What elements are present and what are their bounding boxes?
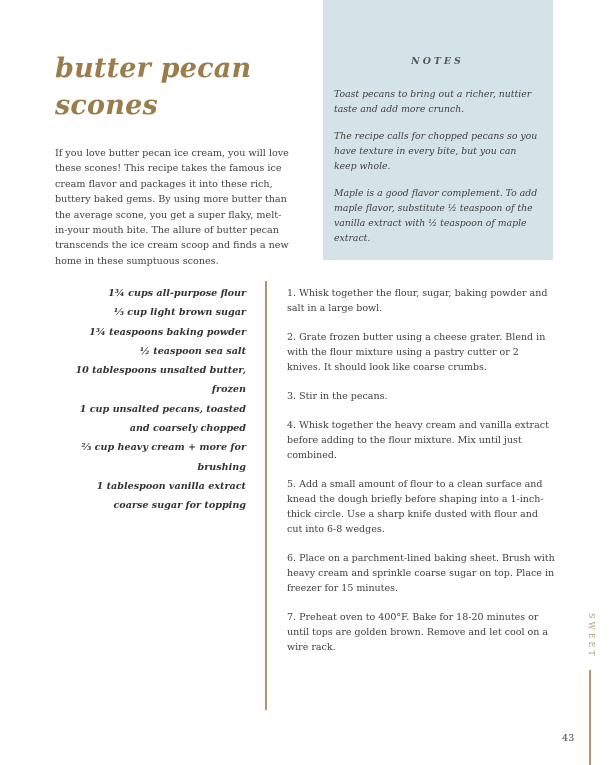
ingredient-item: 1¾ teaspoons baking powder [89,326,246,338]
step-item: 1. Whisk together the flour, sugar, baking powder and salt in a large bowl. [287,288,548,314]
ingredient-item: ½ teaspoon sea salt [139,345,246,357]
ingredient-item: 1 tablespoon vanilla extract [96,480,246,492]
title-line-1: butter pecan [55,53,252,84]
ingredient-item: 1 cup unsalted pecans, toasted and coarsely chopped [79,403,246,435]
ingredient-item: ⅔ cup heavy cream + more for brushing [81,442,246,473]
step-item: 5. Add a small amount of flour to a clean surface and knead the dough briefly before shaping into a 1-inch-thick circle. Use a sharp knife dusted with flour and cut into 6-8 wedges. [287,479,544,535]
step-item: 3. Stir in the pecans. [287,391,388,402]
notes-heading: NOTES [411,56,464,67]
notes-box [323,0,553,260]
step-item: 6. Place on a parchment-lined baking sheet. Brush with heavy cream and sprinkle coarse sugar on top. Place in freezer for 15 minutes. [287,553,555,594]
ingredient-item: ⅓ cup light brown sugar [114,307,246,319]
note-item: Maple is a good flavor complement. To add maple flavor, substitute ½ teaspoon of the vanilla extract with ½ teaspoon of maple extract. [334,188,538,244]
ingredient-item: coarse sugar for topping [113,500,246,512]
ingredients-list [60,284,246,516]
step-item: 2. Grate frozen butter using a cheese grater. Blend in with the flour mixture using a pastry cutter or 2 knives. It should look like coarse crumbs. [287,332,546,373]
column-divider [265,281,267,710]
intro-paragraph: If you love butter pecan ice cream, you will love these scones! This recipe takes the famous ice cream flavor and packages it into these rich, buttery baked gems. By using more butter than the average scone, you get a super flaky, melt-in-your mouth bite. The allure of butter pecan transcends the ice cream scoop and finds a new home in these sumptuous scones. [55,148,289,267]
ingredient-item: 1¾ cups all-purpose flour [108,288,246,299]
page-number: 43 [562,733,575,744]
note-item: The recipe calls for chopped pecans so you have texture in every bite, but you can keep whole. [334,131,538,172]
section-tab-rule [589,670,591,765]
step-item: 7. Preheat oven to 400°F. Bake for 18-20 minutes or until tops are golden brown. Remove and let cool on a wire rack. [287,612,549,653]
title-line-2: scones [55,90,158,121]
steps-list [287,286,555,669]
section-tab-label: SWEET [587,613,596,659]
step-item: 4. Whisk together the heavy cream and vanilla extract before adding to the flour mixture. Mix until just combined. [287,420,549,461]
ingredient-item: 10 tablespoons unsalted butter, frozen [75,365,246,396]
recipe-title [55,50,305,124]
note-item: Toast pecans to bring out a richer, nuttier taste and add more crunch. [334,89,532,115]
